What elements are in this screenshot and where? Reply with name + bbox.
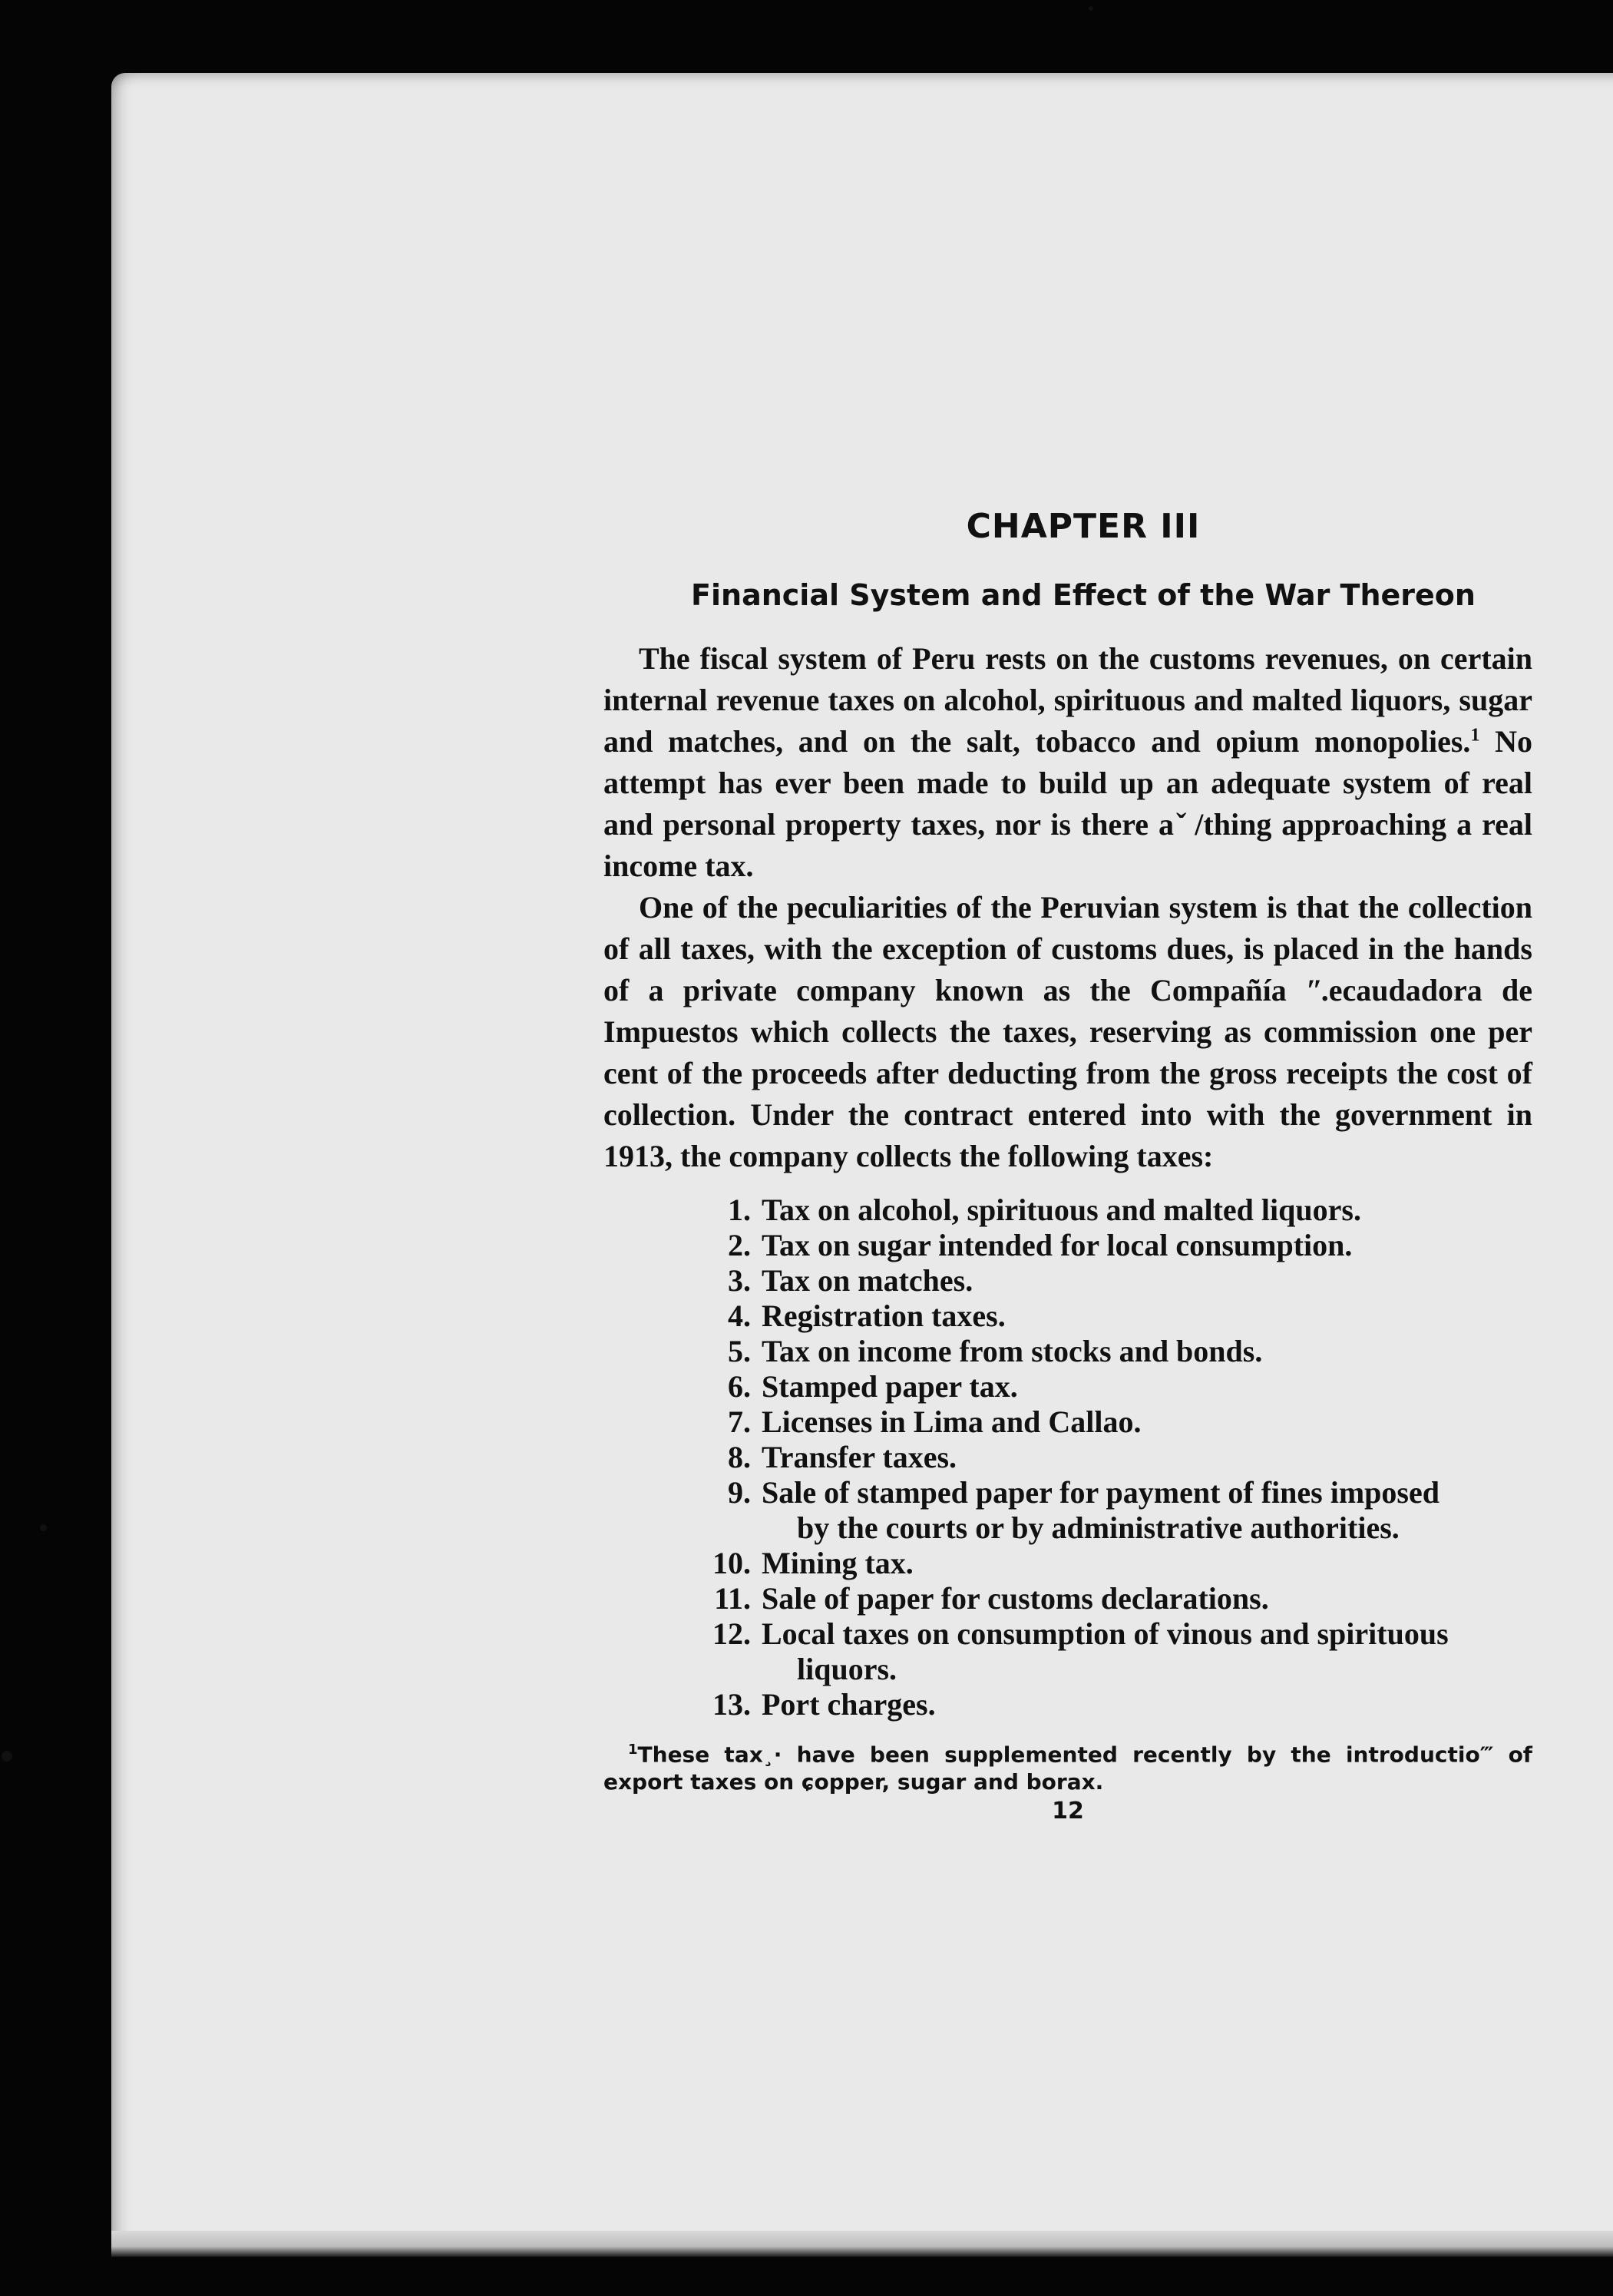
scan-speck [2,1751,12,1762]
tax-list-number: 13. [712,1687,751,1722]
tax-list-text-continued: liquors. [797,1652,897,1686]
tax-list-number: 4. [728,1299,751,1333]
page-content [603,507,1532,1825]
tax-list-text-block [762,1263,1532,1299]
page-number: 12 [1052,1798,1084,1825]
tax-list-number: 7. [728,1404,751,1439]
paragraph-text: The fiscal system of Peru rests on the customs revenues, on certain internal revenue taxes on alcohol, spirituous and malted liquors, sugar and matches, and on the salt, tobacco and opium monopolies. [603,641,1532,759]
page-bottom-edge [111,2231,1613,2257]
tax-list-text-continued: by the courts or by administrative authorities. [797,1510,1400,1545]
scan-speck [40,1524,47,1531]
tax-list-number: 5. [728,1334,751,1368]
tax-list-text: Stamped paper tax. [762,1369,1018,1404]
tax-list-item [665,1263,1532,1299]
tax-list-text-block [762,1299,1532,1334]
tax-list-number: 10. [712,1546,751,1580]
tax-list-text-block [762,1440,1532,1475]
tax-list-text-block [762,1334,1532,1369]
tax-list-text-block [762,1581,1532,1616]
tax-list-text-block [762,1546,1532,1581]
tax-list-number: 9. [728,1475,751,1510]
tax-list-text: Transfer taxes. [762,1440,957,1474]
tax-list-text: Mining tax. [762,1546,914,1580]
tax-list-text-block [762,1369,1532,1404]
tax-list-item [665,1616,1532,1687]
tax-list-text: Sale of stamped paper for payment of fines imposed [762,1475,1439,1510]
tax-list-number: 1. [728,1193,751,1227]
tax-list-item [665,1687,1532,1722]
tax-list [603,1193,1532,1722]
tax-list-number: 8. [728,1440,751,1474]
tax-list-item [665,1228,1532,1263]
tax-list-text: Local taxes on consumption of vinous and spirituous [762,1616,1449,1651]
tax-list-item [665,1369,1532,1404]
tax-list-text: Sale of paper for customs declarations. [762,1581,1269,1616]
tax-list-text-block [762,1193,1532,1228]
tax-list-text: Tax on alcohol, spirituous and malted liquors. [762,1193,1361,1227]
tax-list-number: 12. [712,1616,751,1651]
tax-list-text: Tax on income from stocks and bonds. [762,1334,1263,1368]
paragraph-text-continued: No attempt has ever been made to build up an adequate system of real and personal property taxes, nor is there aˇ /thing approaching a real income tax. [603,724,1532,883]
tax-list-text: Port charges. [762,1687,936,1722]
footnote-reference: 1 [1470,725,1480,746]
tax-list-number: 11. [714,1581,751,1616]
tax-list-number: 6. [728,1369,751,1404]
tax-list-item [665,1193,1532,1228]
tax-list-item [665,1546,1532,1581]
tax-list-text-block [762,1404,1532,1440]
tax-list-number: 3. [728,1263,751,1298]
footnote-text: These tax¸· have been supplemented recently by the introductio‴ of export taxes on ɕopper, sugar and borax. [603,1742,1532,1795]
tax-list-text-block [762,1616,1532,1687]
chapter-title: Financial System and Effect of the War Thereon [691,578,1476,612]
tax-list-text-block [762,1687,1532,1722]
tax-list-number: 2. [728,1228,751,1262]
chapter-heading: CHAPTER III [966,507,1201,546]
tax-list-item [665,1440,1532,1475]
tax-list-text: Licenses in Lima and Callao. [762,1404,1142,1439]
tax-list-item [665,1299,1532,1334]
paragraph-tax-collection: One of the peculiarities of the Peruvian system is that the collection of all taxes, with the exception of customs dues, is placed in the hands of a private company known as the Compañía ʺ.ecaudadora de Impuestos which collects the taxes, reserving as commission one per cent of the proceeds after deducting from the gross receipts the cost of collection. Under the contract entered into with the government in 1913, the company collects the following taxes: [603,890,1532,1173]
tax-list-text: Tax on sugar intended for local consumption. [762,1228,1353,1262]
scan-speck [1089,6,1093,11]
paragraph-fiscal-system [603,638,1532,887]
tax-list-item [665,1404,1532,1440]
tax-list-item [665,1475,1532,1546]
tax-list-text-block [762,1228,1532,1263]
tax-list-item [665,1581,1532,1616]
footnote-marker: 1 [628,1742,638,1758]
footnote [603,1736,1532,1796]
tax-list-text: Tax on matches. [762,1263,973,1298]
tax-list-item [665,1334,1532,1369]
tax-list-text-block [762,1475,1532,1546]
tax-list-text: Registration taxes. [762,1299,1006,1333]
